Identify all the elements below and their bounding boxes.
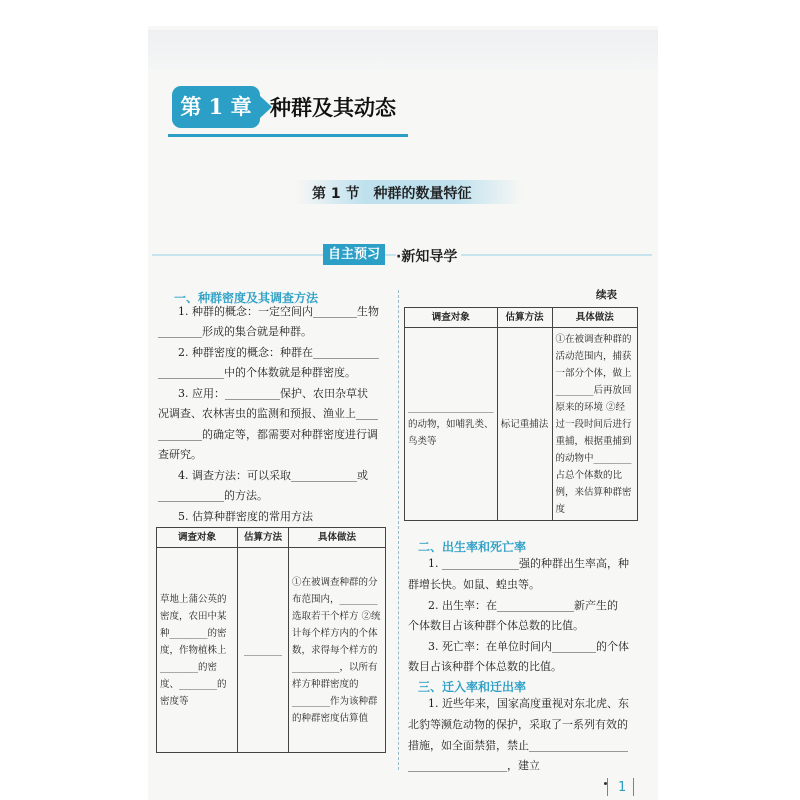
td-object: 草地上蒲公英的密度，农田中某种________的密度，作物植株上________的密度、________的密度等	[157, 548, 238, 753]
left-line-3: 2. 种群密度的概念：种群在____________	[178, 346, 379, 359]
right-line-5: 3. 死亡率：在单位时间内________的个体	[428, 640, 629, 653]
page-bar-left	[607, 778, 608, 796]
section-title: 第 1 节 种群的数量特征	[312, 186, 472, 202]
right-line-7: 1. 近些年来，国家高度重视对东北虎、东	[428, 697, 629, 710]
section-title-band	[296, 180, 522, 204]
preview-label: 自主预习	[323, 244, 385, 265]
heading-birth-death: 二、出生率和死亡率	[418, 540, 527, 554]
left-line-7: ________的确定等，都需要对种群密度进行调	[158, 428, 378, 441]
th-object: 调查对象	[157, 528, 238, 548]
preview-subtitle: ·新知导学	[396, 246, 461, 266]
left-line-1: 1. 种群的概念：一定空间内________生物	[178, 305, 379, 318]
th-method-r: 估算方法	[497, 308, 552, 328]
right-line-1: 1. ______________强的种群出生率高，种	[428, 557, 629, 570]
right-line-6: 数目占该种群个体总数的比值。	[408, 660, 562, 673]
page-bar-right	[633, 778, 634, 796]
right-line-8: 北豹等濒危动物的保护，采取了一系列有效的	[408, 718, 628, 731]
th-object-r: 调查对象	[405, 308, 498, 328]
td-method-r: 标记重捕法	[497, 328, 552, 521]
chapter-title: 种群及其动态	[270, 95, 396, 120]
left-line-6: 况调查、农林害虫的监测和预报、渔业上____	[158, 407, 378, 420]
th-method: 估算方法	[238, 528, 289, 548]
left-line-4: ____________中的个体数就是种群密度。	[158, 366, 356, 379]
left-line-2: ________形成的集合就是种群。	[158, 325, 312, 338]
left-line-8: 查研究。	[158, 448, 202, 461]
heading-migration: 三、迁入率和迁出率	[418, 680, 527, 694]
column-divider	[398, 290, 399, 770]
td-method: ________	[238, 548, 289, 753]
right-line-2: 群增长快。如鼠、蝗虫等。	[408, 578, 540, 591]
left-line-10: ____________的方法。	[158, 489, 268, 502]
right-line-9: 措施，如全面禁猎，禁止__________________	[408, 739, 628, 752]
left-line-5: 3. 应用：__________保护、农田杂草状	[178, 387, 368, 400]
left-line-11: 5. 估算种群密度的常用方法	[178, 510, 313, 523]
th-steps: 具体做法	[289, 528, 386, 548]
td-steps: ①在被调查种群的分布范围内，________选取若干个样方 ②统计每个样方内的个体数，求得每个样方的__________，以所有样方种群密度的________作为该种群的种群密度估算值	[289, 548, 386, 753]
page-number: 1	[618, 780, 627, 795]
methods-table-left	[156, 527, 386, 753]
methods-table-right	[404, 307, 638, 521]
th-steps-r: 具体做法	[552, 308, 638, 328]
heading-population-density: 一、种群密度及其调查方法	[174, 291, 319, 305]
continued-label: 续表	[596, 289, 617, 301]
left-line-9: 4. 调查方法：可以采取____________或	[178, 469, 368, 482]
right-line-10: __________________，建立	[408, 759, 540, 772]
chapter-badge: 第 1 章	[172, 86, 260, 128]
chapter-rule	[168, 134, 408, 137]
td-object-r: __________________的动物，如哺乳类、鸟类等	[405, 328, 498, 521]
right-line-3: 2. 出生率：在______________新产生的	[428, 599, 618, 612]
bleed-through-header	[148, 30, 658, 70]
right-line-4: 个体数目占该种群个体总数的比值。	[408, 619, 584, 632]
td-steps-r: ①在被调查种群的活动范围内，捕获一部分个体，做上________后再放回原来的环境 ②经过一段时间后进行重捕，根据重捕到的动物中________占总个体数的比例，来估算种群密度	[552, 328, 638, 521]
